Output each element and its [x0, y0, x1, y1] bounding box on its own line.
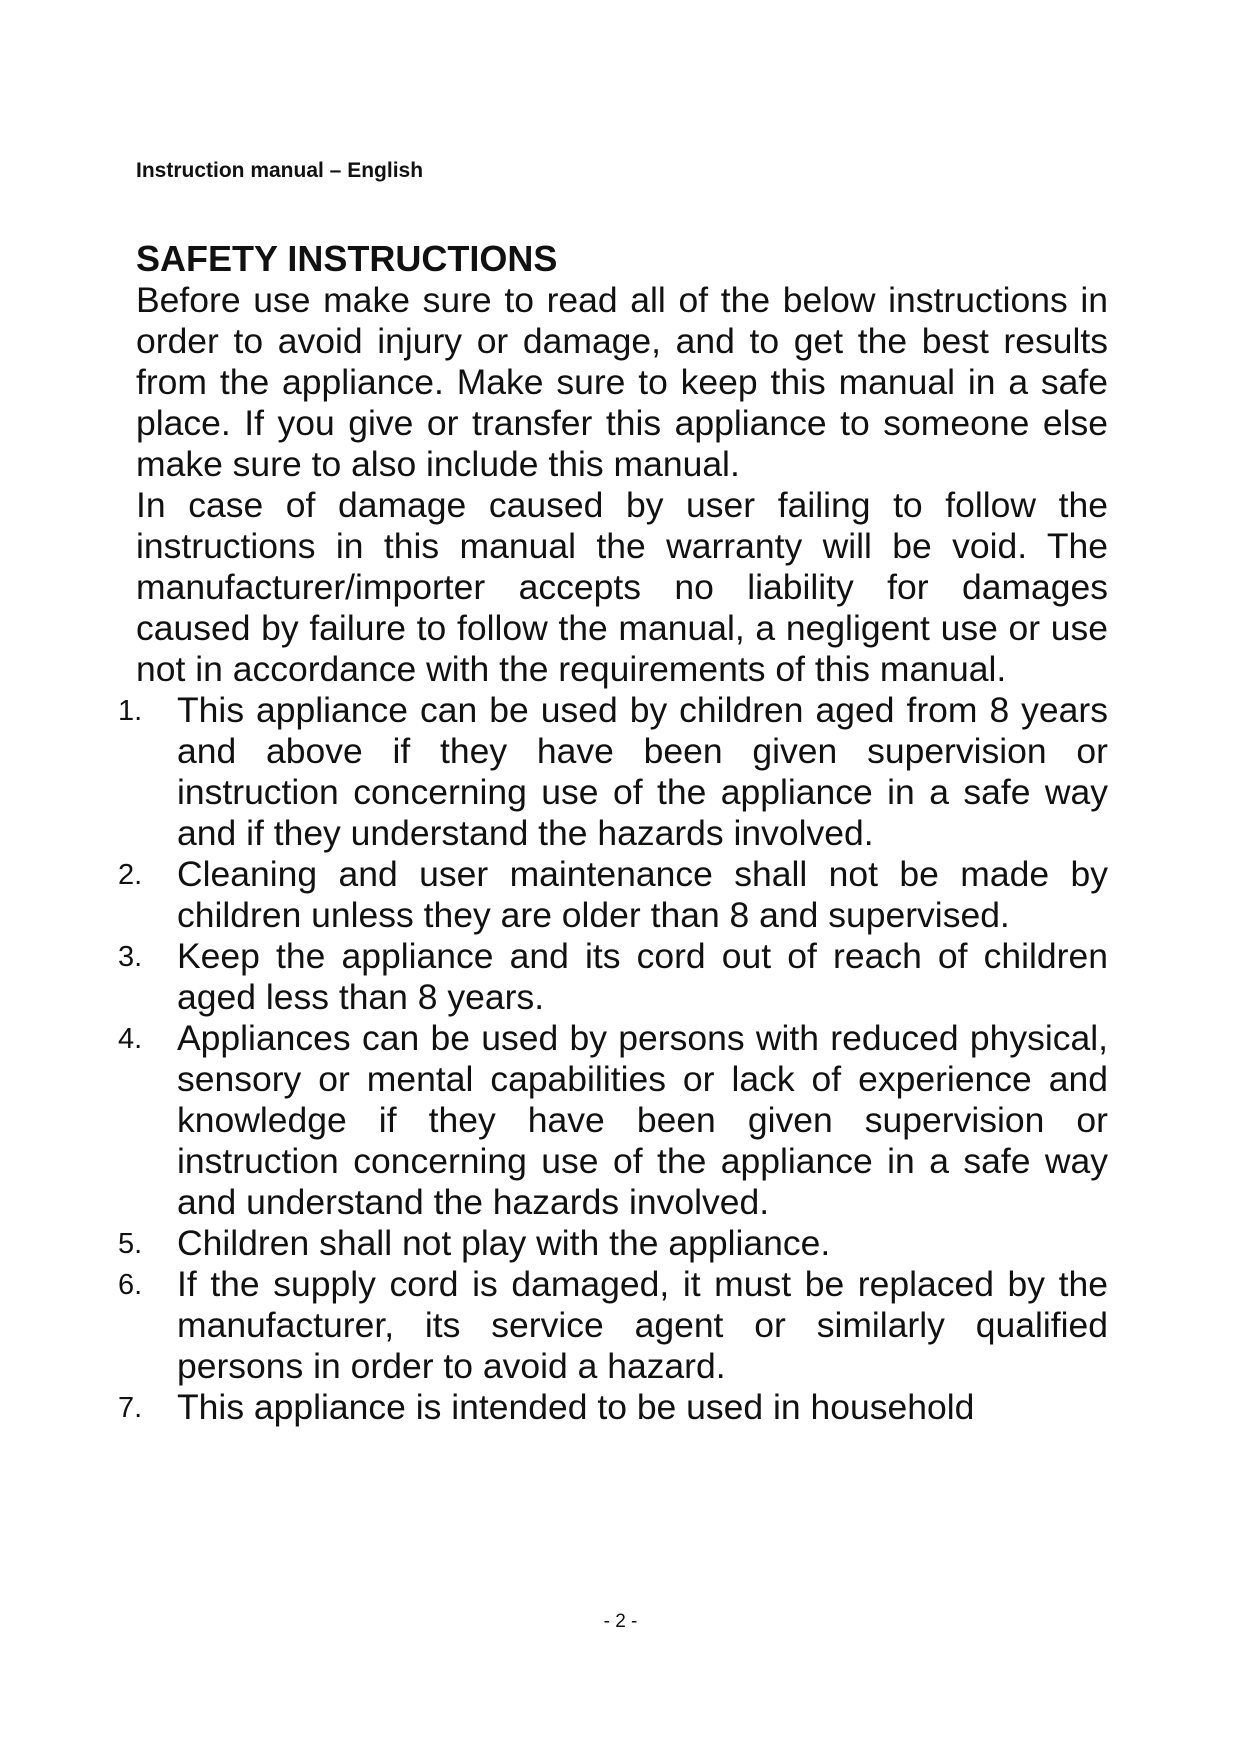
list-item: [118, 1018, 1108, 1223]
list-item-text: Appliances can be used by persons with reduced physical, sensory or mental capabilities or lack of experience and knowledge if they have been given supervision or instruction concerning use of the appliance in a safe way and understand the hazards involved.: [177, 1018, 1108, 1222]
list-item-text: If the supply cord is damaged, it must be replaced by the manufacturer, its service agent or similarly qualified persons in order to avoid a hazard.: [177, 1264, 1108, 1386]
list-item-text: This appliance can be used by children aged from 8 years and above if they have been given supervision or instruction concerning use of the appliance in a safe way and if they understand the hazards involved.: [177, 690, 1108, 853]
section-title: SAFETY INSTRUCTIONS: [136, 238, 558, 279]
list-item-number: 4.: [118, 1023, 143, 1055]
list-item-number: 2.: [118, 859, 143, 891]
list-item-text: Keep the appliance and its cord out of reach of children aged less than 8 years.: [177, 936, 1108, 1017]
safety-section: [118, 238, 1108, 1428]
list-item-number: 1.: [118, 695, 143, 727]
intro-paragraph: Before use make sure to read all of the below instructions in order to avoid injury or damage, and to get the best results from the appliance. Make sure to keep this manual in a safe place. If you give or transfer this appliance to someone else make sure to also include this manual.: [136, 280, 1108, 484]
warranty-paragraph: In case of damage caused by user failing to follow the instructions in this manual the warranty will be void. The manufacturer/importer accepts no liability for damages caused by failure to follow the manual, a negligent use or use not in accordance with the requirements of this manual.: [136, 485, 1108, 689]
list-item: [118, 1223, 1108, 1264]
list-item-number: 3.: [118, 941, 143, 973]
list-item-number: 7.: [118, 1392, 143, 1424]
list-item: [118, 854, 1108, 936]
list-item: [118, 1264, 1108, 1387]
list-item: [118, 936, 1108, 1018]
list-item-number: 5.: [118, 1228, 143, 1260]
list-item: [118, 1387, 1108, 1428]
list-item-text: Children shall not play with the appliance.: [177, 1223, 831, 1263]
list-item-text: Cleaning and user maintenance shall not be made by children unless they are older than 8 and supervised.: [177, 854, 1108, 935]
list-item-text: This appliance is intended to be used in household: [177, 1387, 975, 1427]
running-header: Instruction manual – English: [136, 159, 424, 182]
list-item-number: 6.: [118, 1269, 143, 1301]
page-number: - 2 -: [603, 1611, 638, 1632]
safety-list: [118, 690, 1108, 1428]
list-item: [118, 690, 1108, 854]
